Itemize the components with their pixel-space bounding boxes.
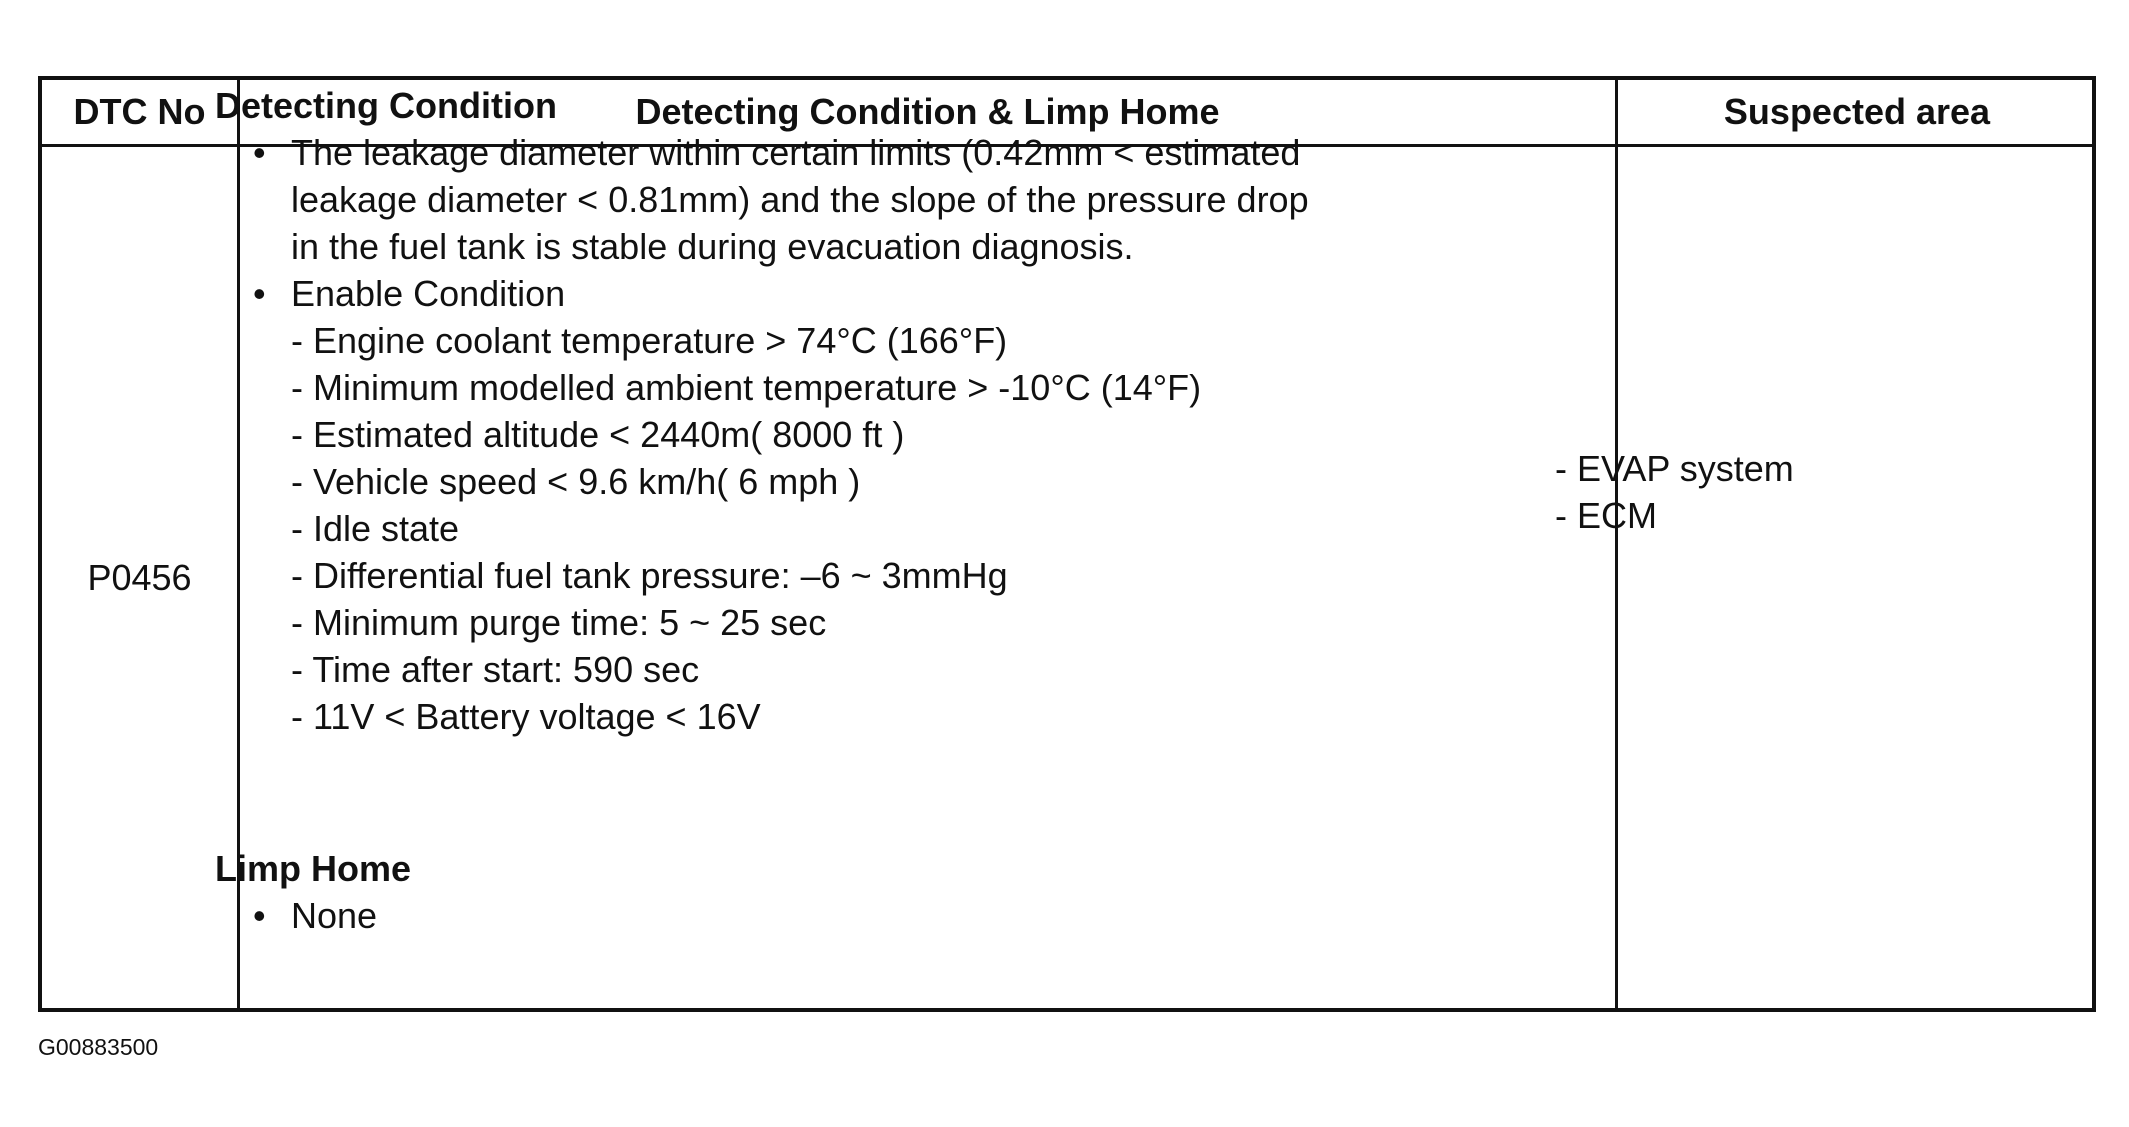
limp-home-title: Limp Home: [215, 848, 412, 889]
enable-item: - Minimum purge time: 5 ~ 25 sec: [291, 602, 827, 643]
enable-item: - Minimum modelled ambient temperature > -10°C (14°F): [291, 367, 1202, 408]
enable-item: - Vehicle speed < 9.6 km/h( 6 mph ): [291, 461, 861, 502]
suspected-area-item: - ECM: [1555, 495, 1657, 536]
detecting-condition-cell: [215, 82, 1545, 939]
enable-item: - Engine coolant temperature > 74°C (166°F): [291, 320, 1008, 361]
header-suspected-area: Suspected area: [1723, 91, 1991, 132]
enable-condition-title: Enable Condition: [291, 273, 566, 314]
enable-item: - Time after start: 590 sec: [291, 649, 700, 690]
figure-id: G00883500: [38, 1034, 159, 1060]
dtc-code: P0456: [87, 556, 192, 598]
leakage-line: in the fuel tank is stable during evacuation diagnosis.: [291, 226, 1134, 267]
detecting-condition-title: Detecting Condition: [215, 85, 557, 126]
column-divider-2: [1615, 80, 1618, 1008]
section-spacer: [215, 740, 1545, 845]
enable-condition-bullet: [215, 270, 1545, 317]
leakage-line: The leakage diameter within certain limits (0.42mm < estimated: [291, 132, 1301, 173]
bullet-icon: •: [253, 273, 266, 314]
limp-home-bullet: [215, 892, 1545, 939]
limp-home-item: None: [291, 895, 378, 936]
enable-item: - 11V < Battery voltage < 16V: [291, 696, 761, 737]
bullet-icon: •: [253, 895, 266, 936]
leakage-line: leakage diameter < 0.81mm) and the slope of the pressure drop: [291, 179, 1309, 220]
leakage-bullet: [215, 129, 1545, 270]
enable-item: - Idle state: [291, 508, 460, 549]
header-dtc-no: DTC No: [73, 91, 206, 132]
enable-item: - Differential fuel tank pressure: –6 ~ 3mmHg: [291, 555, 1008, 596]
suspected-area-item: - EVAP system: [1555, 448, 1794, 489]
enable-item: - Estimated altitude < 2440m( 8000 ft ): [291, 414, 905, 455]
suspected-area-cell: [1555, 445, 1794, 539]
bullet-icon: •: [253, 132, 266, 173]
header-detecting-condition: Detecting Condition & Limp Home: [635, 91, 1220, 132]
